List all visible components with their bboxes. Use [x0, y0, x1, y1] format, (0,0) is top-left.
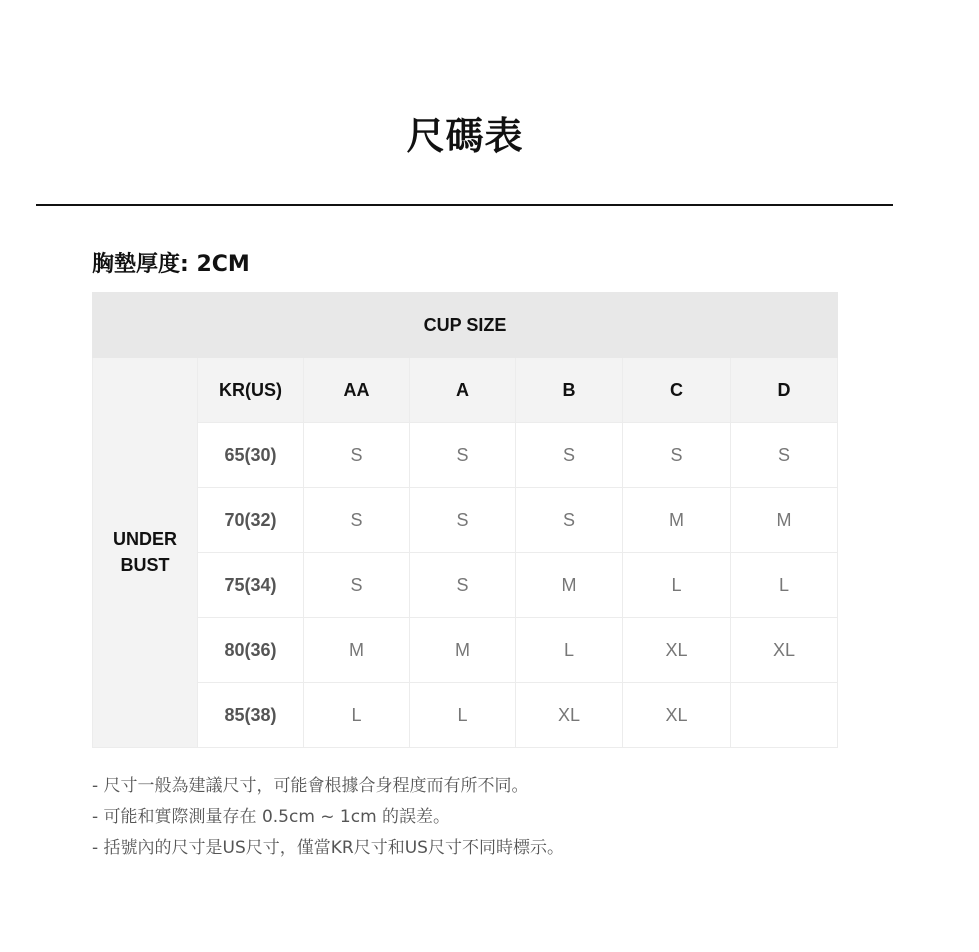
cup-header-b: B [516, 358, 623, 423]
under-bust-line2: BUST [120, 554, 170, 575]
size-cell: M [516, 553, 623, 618]
under-bust-line1: UNDER [112, 529, 177, 550]
padding-thickness-label: 胸墊厚度: 2CM [92, 252, 250, 277]
size-cell: XL [731, 618, 838, 683]
size-cell: XL [516, 683, 623, 748]
cup-header-d: D [731, 358, 838, 423]
size-cell: S [516, 423, 623, 488]
size-cell: S [516, 488, 623, 553]
size-cell: S [731, 423, 838, 488]
size-cell: L [731, 553, 838, 618]
band-size-cell: 75(34) [198, 553, 304, 618]
cup-header-c: C [623, 358, 731, 423]
page-title: 尺碼表 [406, 114, 524, 158]
table-row [93, 488, 838, 553]
band-size-header: KR(US) [198, 358, 304, 423]
table-row [93, 423, 838, 488]
size-cell: M [623, 488, 731, 553]
table-row [93, 618, 838, 683]
cup-header-aa: AA [304, 358, 410, 423]
note-line: - 尺寸一般為建議尺寸，可能會根據合身程度而有所不同。 [92, 776, 529, 796]
size-cell: XL [623, 618, 731, 683]
size-cell: S [304, 423, 410, 488]
size-cell: S [410, 553, 516, 618]
size-cell-empty [731, 683, 838, 748]
cup-size-header: CUP SIZE [93, 293, 838, 358]
size-cell: L [304, 683, 410, 748]
band-size-cell: 80(36) [198, 618, 304, 683]
under-bust-header [93, 358, 198, 748]
size-cell: L [623, 553, 731, 618]
cup-header-a: A [410, 358, 516, 423]
size-cell: M [731, 488, 838, 553]
table-row [93, 553, 838, 618]
title-divider [36, 204, 893, 206]
size-cell: S [410, 488, 516, 553]
note-line: - 可能和實際測量存在 0.5cm ~ 1cm 的誤差。 [92, 807, 451, 827]
size-cell: M [410, 618, 516, 683]
band-size-cell: 85(38) [198, 683, 304, 748]
size-cell: XL [623, 683, 731, 748]
table-row [93, 683, 838, 748]
note-line: - 括號內的尺寸是US尺寸，僅當KR尺寸和US尺寸不同時標示。 [92, 838, 564, 858]
cup-size-header-row [93, 293, 838, 358]
size-cell: L [410, 683, 516, 748]
size-cell: M [304, 618, 410, 683]
band-size-cell: 70(32) [198, 488, 304, 553]
band-size-cell: 65(30) [198, 423, 304, 488]
size-chart-table [92, 292, 838, 748]
size-cell: S [304, 488, 410, 553]
size-cell: S [304, 553, 410, 618]
size-cell: S [623, 423, 731, 488]
column-header-row [93, 358, 838, 423]
size-cell: L [516, 618, 623, 683]
size-cell: S [410, 423, 516, 488]
size-notes [92, 771, 564, 864]
